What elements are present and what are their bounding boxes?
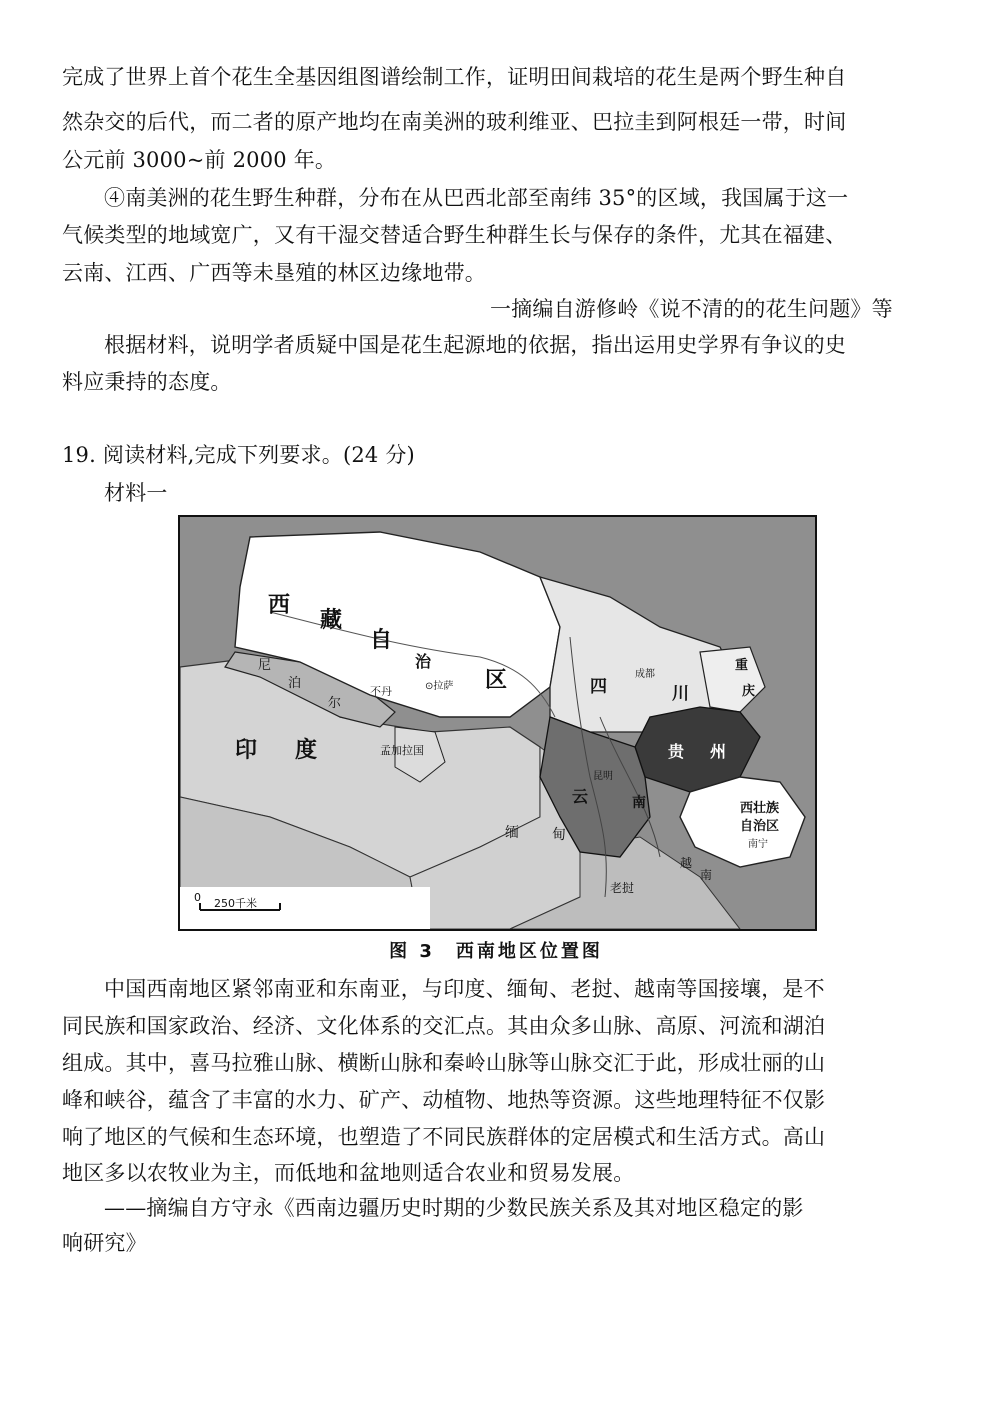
- label-dian: 甸: [552, 827, 566, 843]
- question-19-title: 19. 阅读材料,完成下列要求。(24 分): [62, 443, 415, 467]
- label-du: 度: [295, 738, 318, 763]
- label-xi: 西: [268, 593, 291, 618]
- label-lasa: ⊙拉萨: [425, 681, 454, 692]
- material1-line-3: 组成。其中，喜马拉雅山脉、横断山脉和秦岭山脉等山脉交汇于此，形成壮丽的山: [62, 1051, 826, 1075]
- material1-line-4: 峰和峡谷，蕴含了丰富的水力、矿产、动植物、地热等资源。这些地理特征不仅影: [62, 1088, 826, 1112]
- label-bo: 泊: [288, 676, 302, 691]
- label-yue: 越: [680, 856, 693, 870]
- map-caption: 图 3 西南地区位置图: [389, 941, 603, 962]
- label-ni: 尼: [258, 658, 272, 673]
- source-citation: 一摘编自游修岭《说不清的的花生问题》等: [490, 297, 893, 321]
- label-mengjialaguo: 孟加拉国: [380, 744, 424, 757]
- question-18-line-1: 根据材料，说明学者质疑中国是花生起源地的依据，指出运用史学界有争议的史: [104, 333, 846, 357]
- label-chengdu: 成都: [635, 669, 655, 680]
- label-nan: 南: [632, 795, 646, 811]
- label-chuan: 川: [672, 684, 689, 704]
- label-si: 四: [590, 677, 607, 697]
- label-qu: 区: [485, 668, 508, 693]
- item4-line-2: 气候类型的地域宽广，又有干湿交替适合野生种群生长与保存的条件，尤其在福建、: [62, 223, 847, 247]
- material1-line-2: 同民族和国家政治、经济、文化体系的交汇点。其由众多山脉、高原、河流和湖泊: [62, 1014, 826, 1038]
- material1-line-5: 响了地区的气候和生态环境，也塑造了不同民族群体的定居模式和生活方式。高山: [62, 1125, 826, 1149]
- label-gui: 贵: [668, 742, 685, 761]
- label-zang: 藏: [320, 608, 343, 633]
- label-mian: 缅: [505, 825, 519, 841]
- label-zhou: 州: [710, 742, 727, 761]
- label-zhi: 治: [415, 652, 432, 671]
- label-yin: 印: [235, 738, 258, 763]
- item4-line-3: 云南、江西、广西等未垦殖的林区边缘地带。: [62, 261, 486, 285]
- label-chong: 重: [735, 658, 749, 673]
- label-guangxi-2: 自治区: [740, 819, 780, 834]
- material-one-label: 材料一: [104, 481, 168, 505]
- southwest-china-map: [178, 515, 817, 931]
- material1-source-line-2: 响研究》: [62, 1231, 147, 1255]
- label-yun: 云: [572, 787, 589, 806]
- paragraph-top-line-1: 完成了世界上首个花生全基因组图谱绘制工作，证明田间栽培的花生是两个野生种自: [62, 65, 847, 89]
- label-nanning: 南宁: [748, 839, 768, 850]
- item4-line-1: ④南美洲的花生野生种群，分布在从巴西北部至南纬 35°的区域，我国属于这一: [104, 186, 849, 210]
- label-nan2: 南: [700, 868, 713, 882]
- question-18-line-2: 料应秉持的态度。: [62, 370, 232, 394]
- material1-line-1: 中国西南地区紧邻南亚和东南亚，与印度、缅甸、老挝、越南等国接壤，是不: [104, 977, 825, 1001]
- paragraph-top-line-2: 然杂交的后代，而二者的原产地均在南美洲的玻利维亚、巴拉圭到阿根廷一带，时间: [62, 110, 847, 134]
- label-zi: 自: [370, 628, 393, 653]
- label-qing: 庆: [742, 684, 756, 699]
- label-kunming: 昆明: [593, 771, 613, 782]
- label-budan: 不丹: [370, 685, 392, 698]
- map-svg: [180, 517, 815, 929]
- label-er: 尔: [328, 696, 342, 711]
- label-laowo: 老挝: [610, 881, 635, 895]
- scale-text-label: 250千米: [214, 897, 257, 910]
- scale-zero-label: 0: [194, 891, 201, 904]
- paragraph-top-line-3: 公元前 3000~前 2000 年。: [62, 148, 337, 172]
- material1-line-6: 地区多以农牧业为主，而低地和盆地则适合农业和贸易发展。: [62, 1161, 635, 1185]
- material1-source-line-1: ——摘编自方守永《西南边疆历史时期的少数民族关系及其对地区稳定的影: [104, 1196, 804, 1220]
- label-guangxi-1: 西壮族: [740, 801, 780, 816]
